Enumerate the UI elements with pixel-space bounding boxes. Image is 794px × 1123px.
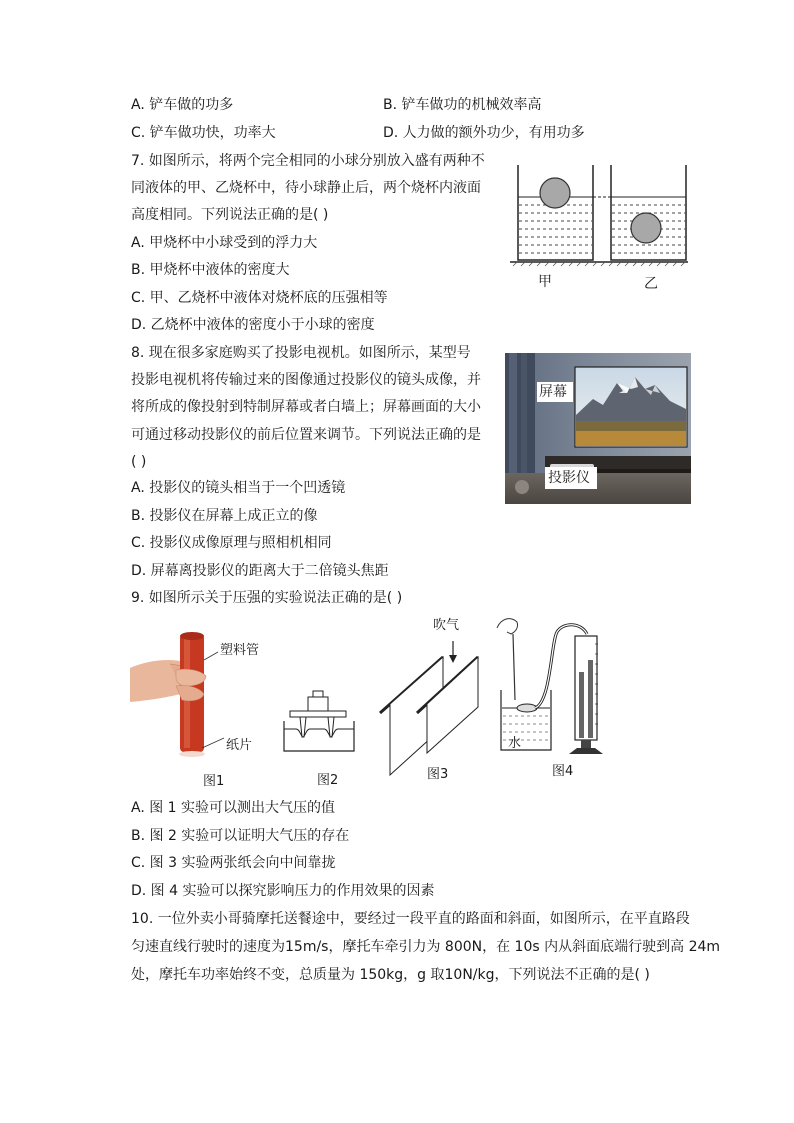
q9-figure-1 — [130, 630, 270, 790]
q9-option-a: A. 图 1 实验可以测出大气压的值 — [131, 800, 336, 816]
fig4-caption: 图4 — [552, 764, 574, 779]
water-label: 水 — [508, 736, 522, 751]
q9-option-d: D. 图 4 实验可以探究影响压力的作用效果的因素 — [131, 883, 435, 899]
q8-projector-photo — [505, 353, 691, 504]
q8-stem-line1: 8. 现在很多家庭购买了投影电视机。如图所示，某型号 — [131, 345, 471, 361]
q6-option-a: A. 铲车做的功多 — [131, 97, 234, 113]
q10-stem-line1: 10. 一位外卖小哥骑摩托送餐途中，要经过一段平直的路面和斜面，如图所示，在平直路段 — [131, 911, 690, 927]
tube-label: 塑料管 — [220, 643, 260, 658]
q8-stem-line3: 将所成的像投射到特制屏幕或者白墙上；屏幕画面的大小 — [131, 399, 481, 415]
screen-label: 屏幕 — [539, 384, 567, 400]
q9-figure-2 — [280, 685, 380, 790]
q6-option-b: B. 铲车做功的机械效率高 — [383, 97, 542, 113]
beaker-label-yi: 乙 — [644, 276, 658, 292]
q7-option-a: A. 甲烧杯中小球受到的浮力大 — [131, 235, 318, 251]
q9-stem: 9. 如图所示关于压强的实验说法正确的是( ) — [131, 590, 403, 606]
q7-stem-line1: 7. 如图所示，将两个完全相同的小球分别放入盛有两种不 — [131, 153, 485, 169]
q8-option-d: D. 屏幕离投影仪的距离大于二倍镜头焦距 — [131, 563, 389, 579]
q6-option-d: D. 人力做的额外功少，有用功多 — [383, 125, 585, 141]
q6-option-c: C. 铲车做功快，功率大 — [131, 125, 276, 141]
q7-option-b: B. 甲烧杯中液体的密度大 — [131, 262, 290, 278]
q8-stem-line5: ( ) — [131, 454, 147, 470]
q7-stem-line3: 高度相同。下列说法正确的是( ) — [131, 207, 329, 223]
beaker-label-jia: 甲 — [538, 274, 552, 290]
blow-label: 吹气 — [433, 618, 460, 633]
q8-option-c: C. 投影仪成像原理与照相机相同 — [131, 535, 332, 551]
q7-stem-line2: 同液体的甲、乙烧杯中，待小球静止后，两个烧杯内液面 — [131, 180, 481, 196]
q10-stem-line2: 匀速直线行驶时的速度为15m/s，摩托车牵引力为 800N，在 10s 内从斜面底端行驶到高 24m — [131, 939, 721, 955]
paper-label: 纸片 — [226, 738, 253, 753]
q7-option-c: C. 甲、乙烧杯中液体对烧杯底的压强相等 — [131, 290, 388, 306]
q8-option-a: A. 投影仪的镜头相当于一个凹透镜 — [131, 480, 346, 496]
projector-label: 投影仪 — [548, 470, 590, 486]
q9-figure-4 — [495, 612, 620, 782]
q9-option-c: C. 图 3 实验两张纸会向中间靠拢 — [131, 855, 336, 871]
q8-option-b: B. 投影仪在屏幕上成正立的像 — [131, 508, 318, 524]
fig2-caption: 图2 — [317, 773, 339, 788]
q7-option-d: D. 乙烧杯中液体的密度小于小球的密度 — [131, 317, 375, 333]
q8-stem-line4: 可通过移动投影仪的前后位置来调节。下列说法正确的是 — [131, 427, 481, 443]
fig3-caption: 图3 — [427, 767, 449, 782]
q10-stem-line3: 处，摩托车功率始终不变，总质量为 150kg，g 取10N/kg，下列说法不正确的是( ) — [131, 967, 650, 983]
q9-option-b: B. 图 2 实验可以证明大气压的存在 — [131, 828, 350, 844]
q8-stem-line2: 投影电视机将传输过来的图像通过投影仪的镜头成像，并 — [131, 372, 481, 388]
q7-beakers-figure — [505, 160, 690, 295]
q9-figure-3 — [375, 615, 490, 785]
fig1-caption: 图1 — [203, 774, 225, 789]
